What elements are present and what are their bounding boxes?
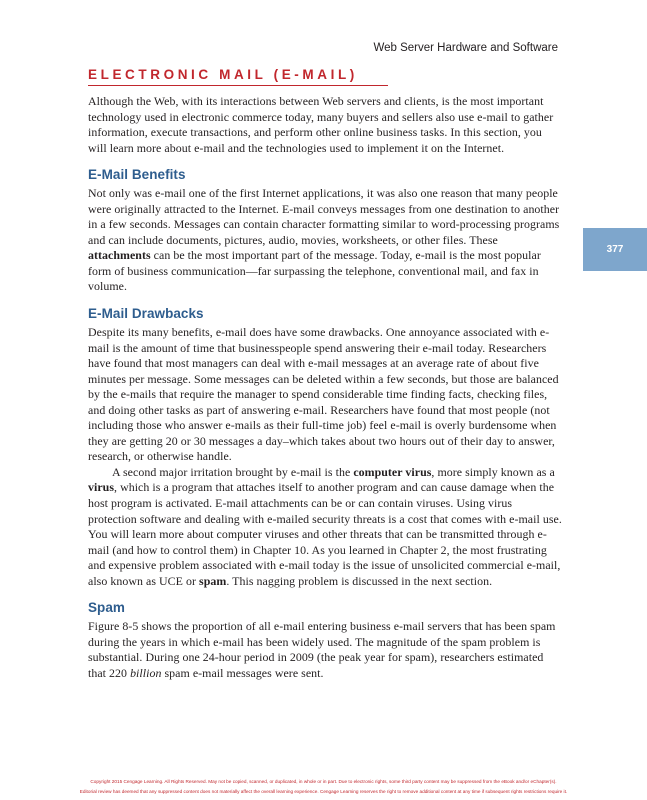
copyright-line-1: Copyright 2015 Cengage Learning. All Rights Reserved. May not be copied, scanned, or duplicated, in whole or in part. Due to electronic rights, some third party content may be suppressed from the eBook and/or eChapter(s).: [90, 779, 557, 784]
drawbacks-paragraph-2: [88, 465, 562, 589]
term-virus: virus: [88, 480, 115, 495]
copyright-line-2: Editorial review has deemed that any suppressed content does not materially affect the overall learning experience. Cengage Learning reserves the right to remove additional content at any time if subsequent rights restrictions require it.: [79, 789, 568, 794]
drawbacks-heading: E-Mail Drawbacks: [88, 306, 204, 322]
spam-text-after: spam e-mail messages were sent.: [161, 665, 324, 680]
term-spam: spam: [199, 573, 227, 588]
drawbacks-p2-part-a: A second major irritation brought by e-mail is the: [112, 464, 354, 479]
intro-paragraph: Although the Web, with its interactions between Web servers and clients, is the most important technology used in electronic commerce today, many buyers and sellers also use e-mail to gather information, execute transactions, and perform other online business tasks. In this section, you will learn more about e-mail and the technologies used to implement it on the Internet.: [88, 94, 554, 155]
body-text: [88, 94, 562, 682]
benefits-paragraph: [88, 186, 562, 295]
emphasis-billion: billion: [130, 665, 162, 680]
running-head: Web Server Hardware and Software: [373, 42, 558, 54]
drawbacks-p2-part-b: , more simply known as a: [431, 464, 555, 479]
title-rule: [88, 85, 388, 86]
page-number-tab: [583, 228, 647, 271]
benefits-text-after: can be the most important part of the message. Today, e-mail is the most popular form of business communication—far surpassing the telephone, conventional mail, and fax in volume.: [88, 248, 541, 294]
copyright-footer: [0, 777, 647, 797]
benefits-heading: E-Mail Benefits: [88, 167, 186, 183]
term-computer-virus: computer virus: [353, 464, 432, 479]
spam-heading: Spam: [88, 600, 125, 616]
spam-text-before: Figure 8-5 shows the proportion of all e-mail entering business e-mail servers that has been spam during the years in which e-mail has been widely used. The magnitude of the spam problem is substantial. During one 24-hour period in 2009 (the peak year for spam), researchers estimated that 220: [88, 619, 556, 680]
drawbacks-paragraph-1: Despite its many benefits, e-mail does have some drawbacks. One annoyance associated with e-mail is the amount of time that businesspeople spend answering their e-mail today. Researchers have found that most managers can deal with e-mail messages at an average rate of about five minutes per message. Some messages can be deleted within a few seconds, but those are balanced by the e-mails that require the manager to spend considerable time finding facts, checking files, and doing other tasks as part of answering e-mail. Researchers have found that most people (not including those who answer e-mails as their full-time job) feel e-mail is overly burdensome when they are getting 20 or 30 messages a day–which takes about two hours out of their day to answer, research, or otherwise handle.: [88, 325, 559, 464]
drawbacks-p2-part-c: , which is a program that attaches itself to another program and can cause damage when the host program is activated. E-mail attachments can be or can contain viruses. Using virus protection software and dealing with e-mailed security threats is a cost that comes with e-mail use. You will learn more about computer viruses and other threats that can be transmitted through e-mail (and how to control them) in Chapter 10. As you learned in Chapter 2, the most frustrating and expensive problem associated with e-mail today is the issue of unsolicited commercial e-mail, also known as UCE or: [88, 480, 562, 588]
page-number: 377: [606, 244, 624, 255]
term-attachments: attachments: [88, 248, 151, 263]
section-title: ELECTRONIC MAIL (E-MAIL): [88, 67, 358, 82]
benefits-text-before: Not only was e-mail one of the first Internet applications, it was also one reason that many people were originally attracted to the Internet. E-mail conveys messages from one destination to another in a few seconds. Messages can contain character formatting similar to word-processing programs and can include documents, pictures, audio, movies, worksheets, or other files. These: [88, 186, 560, 247]
drawbacks-p2-part-d: . This nagging problem is discussed in the next section.: [226, 573, 493, 588]
spam-paragraph: [88, 619, 562, 681]
